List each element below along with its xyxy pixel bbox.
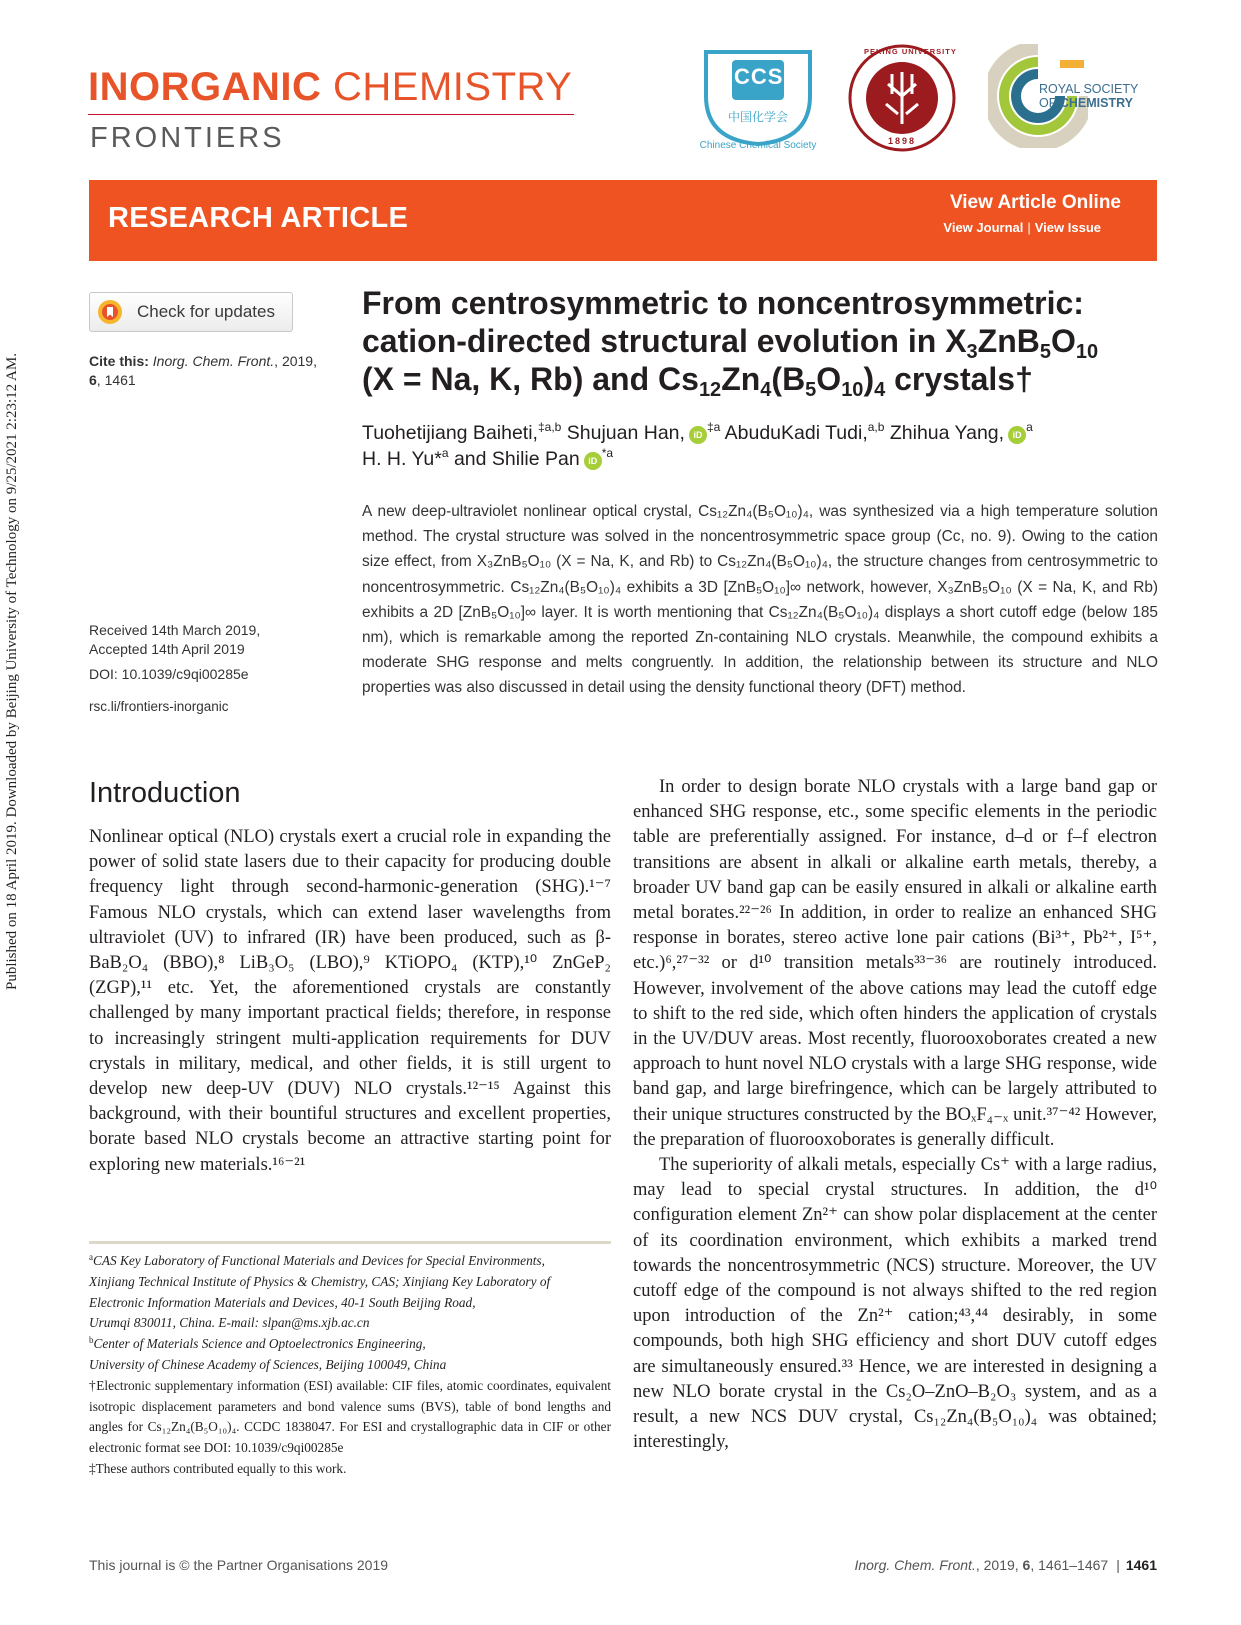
view-journal-link[interactable]: View Journal <box>943 220 1024 235</box>
esi-footnote: †Electronic supplementary information (ESI) available: CIF files, atomic coordinates, equivalent isotropic displacement parameters and bond valence sums (BVS), table of bond lengths and angles for Cs₁₂Zn₄(B₅O₁₀)₄. CCDC 1838047. For ESI and crystallographic data in CIF or other electronic format see DOI: 10.1039/c9qi00285e <box>89 1377 611 1456</box>
journal-name-bold: INORGANIC <box>88 65 322 109</box>
paragraph: In order to design borate NLO crystals with a large band gap or enhanced SHG response, etc., some specific elements in the periodic table are preferentially assigned. For instance, d–d or f–f electron transitions are absent in alkali or alkaline earth metals, thereby, a broader UV band gap can be easily ensured in alkali or alkaline earth metal borates.²²⁻²⁶ In addition, in order to realize an enhanced SHG response in borates, stereo active lone pair cations (Bi³⁺, Pb²⁺, I⁵⁺, etc.)⁶,²⁷⁻³² or d¹⁰ transition metals³³⁻³⁶ are routinely introduced. However, involvement of the above cations may lead the cutoff edge to shift to the red side, which often hinders the application of crystals in the UV/DUV areas. Most recently, fluorooxoborates created a new approach to hunt novel NLO crystals with a large SHG response, wide band gap, and large birefringence, which can be largely attributed to their unique structures constructed by the BOₓF₄₋ₓ unit.³⁷⁻⁴² However, the preparation of fluorooxoborates is generally difficult. <box>633 777 1157 1150</box>
check-updates-label: Check for updates <box>137 302 275 321</box>
author-yu-affil: a <box>441 446 449 460</box>
footer-separator: | <box>1116 1557 1120 1573</box>
view-links <box>943 220 1101 235</box>
received-date: Received 14th March 2019, <box>89 622 261 638</box>
pku-seal <box>848 44 956 152</box>
footer-journal: Inorg. Chem. Front. <box>854 1557 976 1573</box>
author-tudi: AbuduKadi Tudi, <box>720 422 868 444</box>
pku-name: PEKING UNIVERSITY <box>864 47 957 56</box>
accepted-date: Accepted 14th April 2019 <box>89 641 245 657</box>
cite-volume: 6 <box>89 372 97 388</box>
affiliation-a-line-1: CAS Key Laboratory of Functional Materials and Devices for Special Environments, <box>93 1253 545 1268</box>
check-for-updates-button[interactable] <box>89 292 293 332</box>
orcid-icon[interactable]: iD <box>584 452 602 470</box>
view-links-separator: | <box>1027 220 1031 235</box>
title-line-1: From centrosymmetric to noncentrosymmetric: <box>362 285 1084 321</box>
ccs-logo-icon <box>692 44 824 154</box>
title-line-3-end: crystals† <box>885 361 1033 397</box>
orcid-icon[interactable]: iD <box>689 426 707 444</box>
author-baiheti: Tuohetijiang Baiheti, <box>362 422 538 444</box>
journal-name <box>88 64 572 110</box>
orcid-icon[interactable]: iD <box>1008 426 1026 444</box>
affiliation-b-line-2: University of Chinese Academy of Sciences, Beijing 100049, China <box>89 1356 447 1372</box>
footnote-rule <box>89 1241 611 1244</box>
footer-citation <box>854 1557 1157 1573</box>
affiliation-b-line-1: Center of Materials Science and Optoelectronics Engineering, <box>93 1336 426 1352</box>
author-han-affil: ‡a <box>706 420 721 434</box>
footer-pages: , 1461–1467 <box>1030 1557 1109 1573</box>
section-heading-introduction: Introduction <box>89 777 241 809</box>
ccs-chinese: 中国化学会 <box>727 110 788 124</box>
affiliation-a-line-3: Electronic Information Materials and Devices, 40-1 South Beijing Road, <box>89 1294 476 1310</box>
title-line-3: (X = Na, K, Rb) and Cs <box>362 361 699 397</box>
body-column-right <box>633 775 1157 1455</box>
journal-url[interactable]: rsc.li/frontiers-inorganic <box>89 699 229 714</box>
doi[interactable]: DOI: 10.1039/c9qi00285e <box>89 666 249 682</box>
cite-label: Cite this: <box>89 353 149 369</box>
rsc-logo <box>988 44 1158 148</box>
footer-volume: 6 <box>1022 1557 1031 1573</box>
article-banner <box>89 180 1157 261</box>
rsc-of: OF <box>1039 96 1060 110</box>
journal-subtitle: FRONTIERS <box>90 122 285 154</box>
rsc-line1: ROYAL SOCIETY <box>1039 82 1139 96</box>
article-title: From centrosymmetric to noncentrosymmetric: cation-directed structural evolution in $X_3ZnB_5O_{10}$ (X = Na, K, Rb) and $Cs_{12}Zn_4(B_5O_{10})_4$ crystals† <box>362 285 1099 401</box>
title-line-2: cation-directed structural evolution in X <box>362 323 967 359</box>
author-yu: H. H. Yu* <box>362 448 442 470</box>
footnotes <box>89 1251 611 1480</box>
affiliation-a-line-4: Urumqi 830011, China. E-mail: slpan@ms.xjb.ac.cn <box>89 1315 370 1331</box>
rsc-chemistry: CHEMISTRY <box>1059 96 1133 110</box>
ccs-abbrev: CCS <box>734 64 784 89</box>
cite-journal: Inorg. Chem. Front. <box>152 353 275 369</box>
footer-year: , 2019, <box>975 1557 1023 1573</box>
cite-page: , 1461 <box>96 372 136 388</box>
body-column-left <box>89 825 611 1178</box>
journal-name-light: CHEMISTRY <box>333 65 573 109</box>
author-pan: and Shilie Pan <box>448 448 580 470</box>
footnote-a-marker: a <box>89 1252 93 1262</box>
author-tudi-affil: a,b <box>867 420 885 434</box>
journal-rule <box>88 114 574 115</box>
affiliation-a-line-2: Xinjiang Technical Institute of Physics & Chemistry, CAS; Xinjiang Key Laboratory of <box>89 1273 551 1289</box>
author-yang-affil: a <box>1026 420 1033 434</box>
pku-year: 1898 <box>887 136 917 146</box>
paragraph: The superiority of alkali metals, especially Cs⁺ with a large radius, may lead to special crystal structures. In addition, the d¹⁰ configuration element Zn²⁺ can show polar displacement at the center of its coordination environment, which exhibits a marked trend towards the noncentrosymmetric (NCS) structure. Moreover, the UV cutoff edge of the compound is not always shifted to the red region upon introduction of the Zn²⁺ cation;⁴³,⁴⁴ desirably, in some compounds, both high SHG efficiency and short DUV cutoff edges are simultaneously ensured.³³ Hence, we are interested in designing a new NLO borate crystal in the Cs₂O–ZnO–B₂O₃ system, and as a result, a new NCS DUV crystal, Cs₁₂Zn₄(B₅O₁₀)₄ was obtained; interestingly, <box>633 1155 1157 1453</box>
view-issue-link[interactable]: View Issue <box>1034 220 1101 235</box>
rsc-line2 <box>1039 96 1133 110</box>
footnote-b-marker: b <box>89 1335 94 1346</box>
author-pan-affil: *a <box>601 446 614 460</box>
author-list <box>362 420 1162 472</box>
check-updates-icon <box>97 299 123 325</box>
equal-contribution-footnote: ‡These authors contributed equally to this work. <box>89 1460 347 1476</box>
footer-copyright: This journal is © the Partner Organisations 2019 <box>89 1557 389 1573</box>
author-baiheti-affil: ‡a,b <box>537 420 562 434</box>
page-number: 1461 <box>1125 1557 1157 1573</box>
ccs-caption: Chinese Chemical Society <box>699 140 817 151</box>
article-type: RESEARCH ARTICLE <box>108 202 409 234</box>
author-han: Shujuan Han, <box>561 422 685 444</box>
cite-this <box>89 352 339 390</box>
author-yang: Zhihua Yang, <box>884 422 1005 444</box>
cite-year: , 2019, <box>274 353 317 369</box>
view-article-online-link[interactable]: View Article Online <box>949 192 1121 213</box>
download-stamp: Published on 18 April 2019. Downloaded by Beijing University of Technology on 9/25/2021 2:23:12 AM. <box>4 353 20 990</box>
abstract: A new deep-ultraviolet nonlinear optical crystal, Cs₁₂Zn₄(B₅O₁₀)₄, was synthesized via a high temperature solution method. The crystal structure was solved in the noncentrosymmetric space group (Cc, no. 9). Owing to the cation size effect, from X₃ZnB₅O₁₀ (X = Na, K, and Rb) to Cs₁₂Zn₄(B₅O₁₀)₄, the structure changes from centrosymmetric to noncentrosymmetric. Cs₁₂Zn₄(B₅O₁₀)₄ exhibits a 3D [ZnB₅O₁₀]∞ network, however, X₃ZnB₅O₁₀ (X = Na, K, and Rb) exhibits a 2D [ZnB₅O₁₀]∞ layer. It is worth mentioning that Cs₁₂Zn₄(B₅O₁₀)₄ displays a short cutoff edge (below 185 nm), which is remarkable among the reported Zn-containing NLO crystals. Meanwhile, the compound exhibits a moderate SHG response and melts congruently. In addition, the relationship between its structure and NLO properties was also discussed in detail using the density functional theory (DFT) method. <box>362 503 1158 697</box>
paragraph: Nonlinear optical (NLO) crystals exert a crucial role in expanding the power of solid state lasers due to their capacity for producing double frequency light through second-harmonic-generation (SHG).¹⁻⁷ Famous NLO crystals, which can extend laser wavelengths from ultraviolet (UV) to infrared (IR) have been produced, such as β-BaB₂O₄ (BBO),⁸ LiB₃O₅ (LBO),⁹ KTiOPO₄ (KTP),¹⁰ ZnGeP₂ (ZGP),¹¹ etc. Yet, the aforementioned crystals are constantly challenged by many important practical fields; therefore, in response to increasingly stringent multi-application requirements for DUV crystals in military, medical, and other fields, it is still urgent to develop new deep-UV (DUV) NLO crystals.¹²⁻¹⁵ Against this background, with their bountiful structures and excellent properties, borate based NLO crystals become an attractive starting point for exploring new materials.¹⁶⁻²¹ <box>89 827 611 1175</box>
ccs-logo <box>692 44 824 154</box>
